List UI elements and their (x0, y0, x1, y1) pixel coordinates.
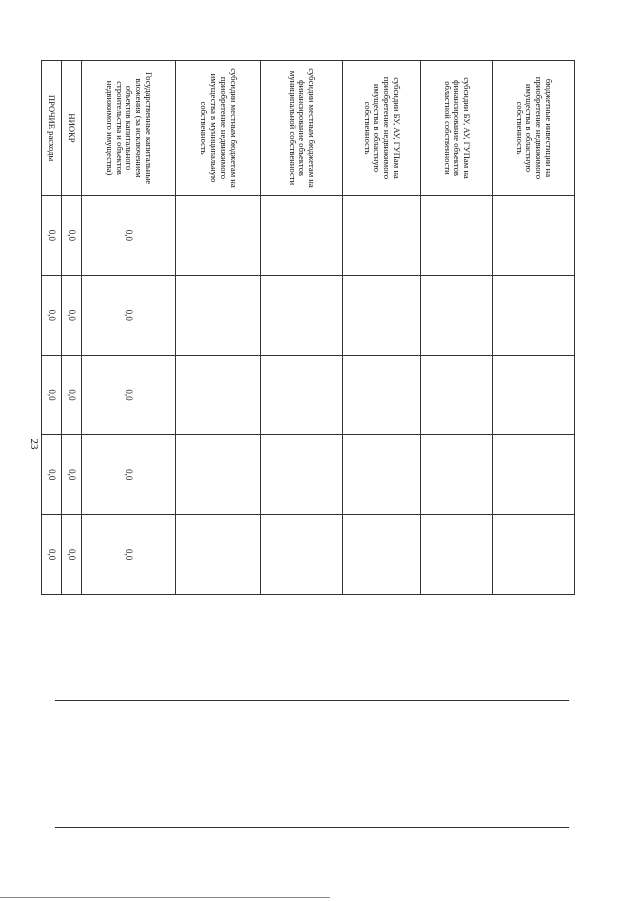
cell-value (176, 435, 261, 515)
cell-value (421, 196, 493, 276)
table-body (42, 61, 575, 595)
table-row (421, 61, 493, 595)
cell-value (493, 435, 575, 515)
cell-value (343, 515, 421, 595)
cell-value: 0,0 (62, 275, 82, 355)
cell-value (493, 275, 575, 355)
cell-value (261, 355, 343, 435)
table-row (42, 61, 62, 595)
cell-value (493, 196, 575, 276)
cell-value (421, 275, 493, 355)
table-row (261, 61, 343, 595)
cell-value (343, 355, 421, 435)
cell-value (261, 275, 343, 355)
cell-value: 0,0 (42, 515, 62, 595)
page-number: 23 (28, 438, 40, 450)
row-label: субсидии местным бюджетам на приобретение недвижимого имущества в муниципальную собственность (176, 61, 261, 196)
row-label: бюджетные инвестиции на приобретение недвижимого имущества в областную собственность (493, 61, 575, 196)
cell-value (421, 435, 493, 515)
row-label: Государственные капитальные вложения (за исключением объектов капитального строительства и объектов недвижимого имущества) (82, 61, 176, 196)
cell-value: 0,0 (42, 435, 62, 515)
cell-value (343, 275, 421, 355)
row-label: НИОКР (62, 61, 82, 196)
divider-line (55, 700, 569, 701)
cell-value: 0,0 (82, 275, 176, 355)
rotated-table-container (46, 60, 575, 595)
expenditure-table (41, 60, 575, 595)
cell-value: 0,0 (62, 515, 82, 595)
table-row (176, 61, 261, 595)
table-row (62, 61, 82, 595)
row-label: субсидии БУ, АУ, ГУПам на финансирование объектов областной собственности (421, 61, 493, 196)
divider-line (55, 827, 569, 828)
cell-value (261, 515, 343, 595)
row-label: субсидии БУ, АУ, ГУПам на приобретение недвижимого имущества в областную собственность (343, 61, 421, 196)
cell-value (176, 196, 261, 276)
cell-value (176, 515, 261, 595)
cell-value: 0,0 (42, 355, 62, 435)
cell-value: 0,0 (62, 196, 82, 276)
cell-value: 0,0 (42, 275, 62, 355)
row-label: субсидии местным бюджетам на финансирование объектов муниципальной собственности (261, 61, 343, 196)
cell-value (176, 355, 261, 435)
cell-value (343, 196, 421, 276)
cell-value (493, 515, 575, 595)
cell-value (493, 355, 575, 435)
cell-value: 0,0 (42, 196, 62, 276)
table-row (343, 61, 421, 595)
cell-value (261, 435, 343, 515)
bottom-edge-line (0, 897, 330, 898)
row-label: ПРОЧИЕ расходы (42, 61, 62, 196)
table-row (82, 61, 176, 595)
cell-value: 0,0 (82, 515, 176, 595)
cell-value: 0,0 (82, 196, 176, 276)
cell-value (421, 515, 493, 595)
cell-value (343, 435, 421, 515)
cell-value (261, 196, 343, 276)
cell-value: 0,0 (62, 355, 82, 435)
table-row (493, 61, 575, 595)
cell-value: 0,0 (82, 355, 176, 435)
cell-value (421, 355, 493, 435)
cell-value (176, 275, 261, 355)
cell-value: 0,0 (62, 435, 82, 515)
cell-value: 0,0 (82, 435, 176, 515)
